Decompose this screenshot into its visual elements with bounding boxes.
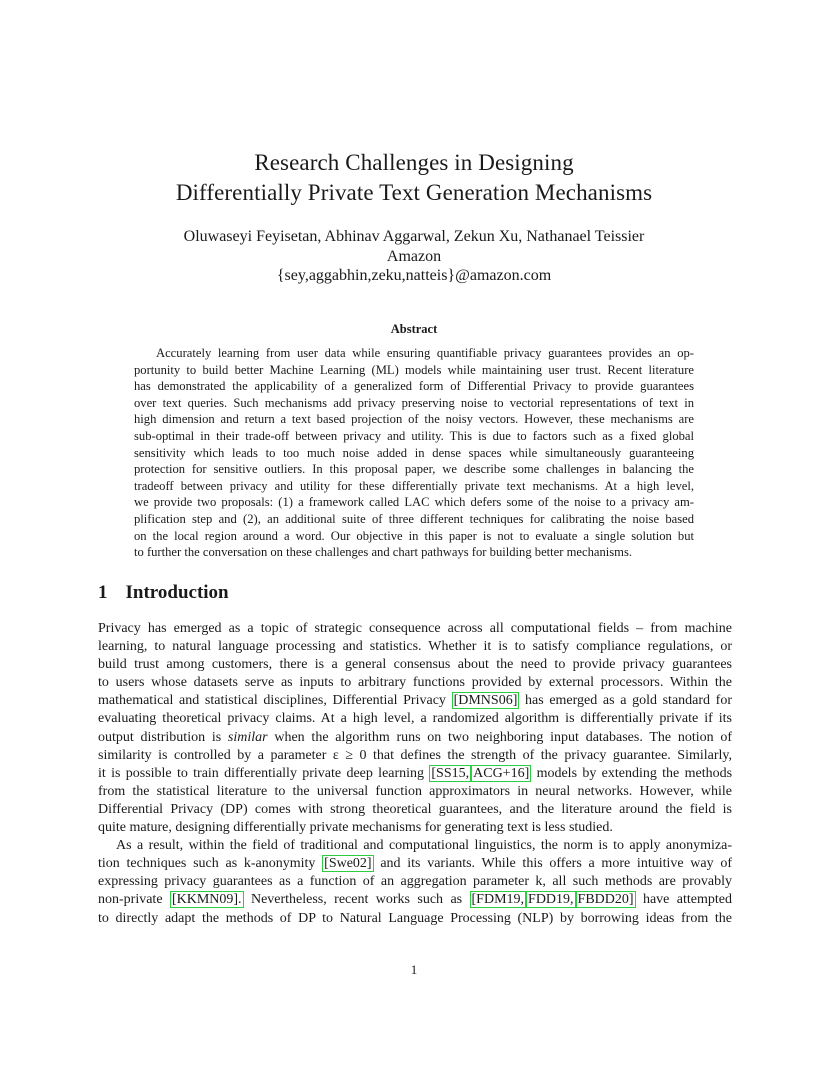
abstract-line: high dimension and return a text based projection of the noisy vectors. However, these mechanisms are: [134, 412, 694, 427]
abstract-line: we provide two proposals: (1) a framework called LAC which defers some of the noise to a privacy am-: [134, 495, 694, 510]
citation-link[interactable]: [KKMN09].: [171, 892, 242, 908]
abstract-line: protection for sensitive outliers. In this proposal paper, we describe some challenges in balancing the: [134, 462, 694, 477]
text-fragment: output distribution is: [98, 729, 222, 745]
introduction-body: [98, 620, 732, 928]
abstract-line: portunity to build better Machine Learning (ML) models while maintaining user trust. Recent literature: [134, 362, 694, 377]
abstract-line: to further the conversation on these challenges and chart pathways for building better mechanisms.: [134, 545, 632, 560]
text-line: evaluating theoretical privacy claims. At a high level, a randomized algorithm is differentially private if its: [98, 711, 732, 727]
text-fragment: non-private: [98, 892, 163, 908]
title-line-1: Research Challenges in Designing: [254, 150, 574, 175]
text-fragment: has emerged as a gold standard for: [525, 693, 733, 709]
citation-link[interactable]: FDD19,: [528, 892, 574, 908]
abstract-line: tradeoff between privacy and utility for these differentially private text mechanisms. At a high level,: [134, 478, 694, 493]
paper-title: [0, 148, 828, 208]
abstract-heading: Abstract: [390, 322, 438, 336]
citation-link[interactable]: [DMNS06]: [453, 693, 518, 709]
text-line: [98, 855, 732, 873]
abstract-line: sensitivity which leads to too much noise added in dense spaces while simultaneously guaranteeing: [134, 445, 694, 460]
citation-link[interactable]: ACG+16]: [473, 765, 530, 781]
emphasis-text: similar: [227, 729, 268, 745]
text-line: [98, 729, 732, 747]
text-fragment: have attempted: [642, 892, 732, 908]
text-line: to users whose datasets serve as inputs to arbitrary functions provided by external processors. Within the: [98, 675, 732, 691]
text-line: from the statistical literature to the universal function approximators in neural networks. However, while: [98, 783, 732, 799]
text-line: Differential Privacy (DP) comes with strong theoretical guarantees, and the literature around the field is: [98, 801, 732, 817]
abstract-body: [134, 345, 694, 561]
text-line: [98, 692, 732, 710]
text-fragment: Nevertheless, recent works such as: [250, 892, 463, 908]
abstract-line: Accurately learning from user data while ensuring quantifiable privacy guarantees provides an op-: [156, 346, 694, 360]
text-line: similarity is controlled by a parameter ε ≥ 0 that defines the strength of the privacy guarantee. Similarly,: [98, 747, 732, 763]
text-fragment: models by extending the methods: [536, 765, 733, 781]
citation-link[interactable]: [Swe02]: [324, 856, 372, 872]
author-block: [0, 227, 828, 286]
page-number: 1: [410, 962, 418, 977]
author-affiliation: Amazon: [386, 247, 442, 265]
citation-link[interactable]: [FDM19,: [471, 892, 525, 908]
text-line: learning, to natural language processing and statistics. Whether it is to satisfy compliance regulations, or: [98, 639, 732, 655]
abstract-line: sub-optimal in their trade-off between privacy and utility. This is due to factors such as a fixed global: [134, 428, 694, 443]
text-line: to directly adapt the methods of DP to Natural Language Processing (NLP) by borrowing ideas from the: [98, 910, 732, 926]
abstract-line: plification step and (2), an additional suite of three different techniques for calibrating the noise based: [134, 511, 694, 526]
text-line: As a result, within the field of traditional and computational linguistics, the norm is to apply anonymiza-: [116, 838, 732, 854]
text-line: quite mature, designing differentially private mechanisms for generating text is less studied.: [98, 820, 613, 836]
section-heading-introduction: [98, 582, 229, 604]
text-line: build trust among customers, there is a general consensus about the need to provide privacy guarantees: [98, 657, 732, 673]
text-fragment: when the algorithm runs on two neighboring input databases. The notion of: [274, 729, 733, 745]
section-number: 1: [98, 582, 108, 603]
abstract-line: has demonstrated the applicability of a generalized form of Differential Privacy to provide guarantees: [134, 379, 694, 394]
text-line: Privacy has emerged as a topic of strategic consequence across all computational fields – from machine: [98, 621, 732, 636]
text-line: [98, 891, 732, 909]
text-fragment: mathematical and statistical disciplines, Differential Privacy: [98, 693, 446, 709]
text-fragment: tion techniques such as k-anonymity: [98, 856, 316, 872]
author-emails: {sey,aggabhin,zeku,natteis}@amazon.com: [276, 267, 552, 284]
citation-link[interactable]: FBDD20]: [577, 892, 634, 908]
text-line: expressing privacy guarantees as a function of an aggregation parameter k, all such methods are provably: [98, 874, 732, 890]
abstract-line: on the local region around a word. Our objective in this paper is not to evaluate a single solution but: [134, 528, 694, 543]
text-line: [98, 765, 732, 783]
abstract-line: over text queries. Such mechanisms add privacy preserving noise to vectorial representations of text in: [134, 395, 694, 410]
citation-link[interactable]: [SS15,: [431, 765, 470, 781]
author-names: Oluwaseyi Feyisetan, Abhinav Aggarwal, Zekun Xu, Nathanael Teissier: [183, 228, 645, 245]
section-title: Introduction: [125, 582, 229, 603]
text-fragment: and its variants. While this offers a more intuitive way of: [380, 856, 733, 872]
text-fragment: it is possible to train differentially private deep learning: [98, 765, 425, 781]
title-line-2: Differentially Private Text Generation Mechanisms: [175, 180, 653, 205]
